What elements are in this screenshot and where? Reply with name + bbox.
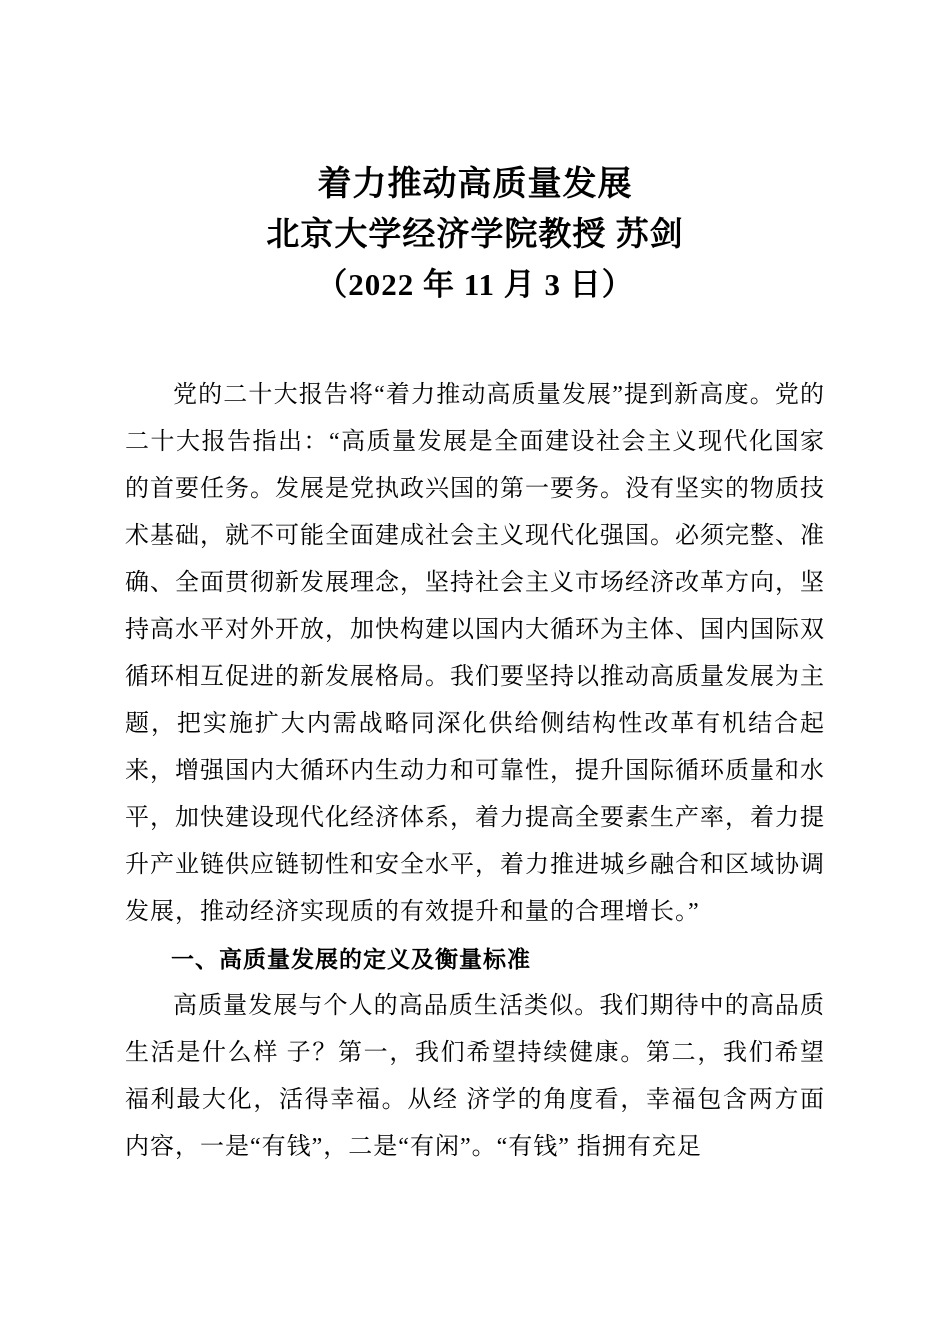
document-header (125, 160, 825, 310)
document-body (125, 372, 825, 1171)
document-title: 着力推动高质量发展 (317, 166, 633, 203)
paragraph-section-1: 高质量发展与个人的高品质生活类似。我们期待中的高品质生活是什么样 子？第一，我们希望持续健康。第二，我们希望福利最大化，活得幸福。从经 济学的角度看，幸福包含两方面内容，一是“有钱”，二是“有闲”。“有钱” 指拥有充足 (125, 993, 825, 1160)
document-author-line: 北京大学经济学院教授 苏剑 (266, 217, 684, 253)
section-heading-1: 一、高质量发展的定义及衡量标准 (171, 946, 531, 972)
document-date-line: （2022 年 11 月 3 日） (316, 267, 634, 302)
paragraph-intro: 党的二十大报告将“着力推动高质量发展”提到新高度。党的二十大报告指出：“高质量发展是全面建设社会主义现代化国家的首要任务。发展是党执政兴国的第一要务。没有坚实的物质技术基础，就不可能全面建成社会主义现代化强国。必须完整、准确、全面贯彻新发展理念，坚持社会主义市场经济改革方向，坚持高水平对外开放，加快构建以国内大循环为主体、国内国际双循环相互促进的新发展格局。我们要坚持以推动高质量发展为主题，把实施扩大内需战略同深化供给侧结构性改革有机结合起来，增强国内大循环内生动力和可靠性，提升国际循环质量和水平，加快建设现代化经济体系，着力提高全要素生产率，着力提升产业链供应链韧性和安全水平，着力推进城乡融合和区域协调发展，推动经济实现质的有效提升和量的合理增长。” (125, 382, 825, 925)
